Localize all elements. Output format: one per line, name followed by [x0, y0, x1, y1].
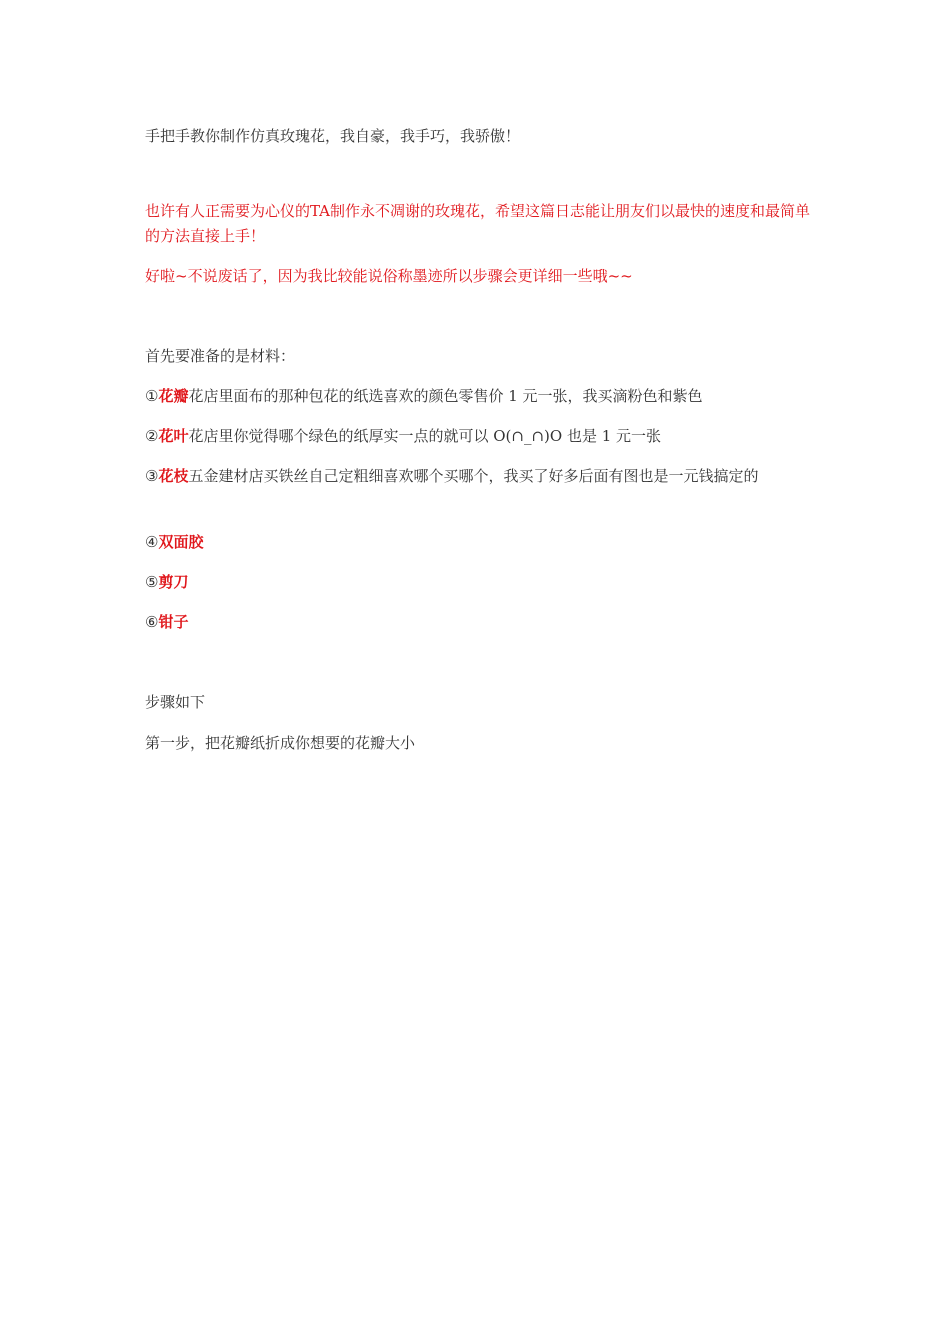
material-item [145, 384, 815, 409]
material-number: ① [145, 387, 159, 405]
material-number: ⑥ [145, 613, 159, 631]
material-item [145, 570, 815, 595]
material-name: 花瓣 [158, 387, 189, 405]
material-number: ② [145, 427, 159, 445]
material-number: ③ [145, 467, 159, 485]
material-name: 剪刀 [158, 573, 189, 591]
material-name: 花叶 [158, 427, 189, 445]
intro-paragraph: 也许有人正需要为心仪的TA制作永不凋谢的玫瑰花，希望这篇日志能让朋友们以最快的速度和最简单的方法直接上手！ [145, 202, 811, 245]
material-number: ④ [145, 533, 159, 551]
material-desc: 五金建材店买铁丝自己定粗细喜欢哪个买哪个，我买了好多后面有图也是一元钱搞定的 [188, 467, 759, 485]
material-desc: 花店里你觉得哪个绿色的纸厚实一点的就可以 O(∩_∩)O 也是 1 元一张 [188, 427, 662, 445]
material-name: 花枝 [158, 467, 189, 485]
material-number: ⑤ [145, 573, 159, 591]
intro-note: 好啦~不说废话了，因为我比较能说俗称墨迹所以步骤会更详细一些哦~~ [145, 267, 633, 285]
material-item [145, 464, 815, 489]
material-item [145, 530, 815, 555]
document-title: 手把手教你制作仿真玫瑰花，我自豪，我手巧，我骄傲！ [145, 127, 521, 145]
material-desc: 花店里面布的那种包花的纸选喜欢的颜色零售价 1 元一张，我买滴粉色和紫色 [188, 387, 703, 405]
material-name: 钳子 [158, 613, 189, 631]
steps-heading: 步骤如下 [145, 693, 206, 711]
material-item [145, 424, 815, 449]
step-1-text: 第一步，把花瓣纸折成你想要的花瓣大小 [145, 734, 416, 752]
material-item [145, 610, 815, 635]
materials-heading: 首先要准备的是材料： [145, 347, 296, 365]
material-name: 双面胶 [158, 533, 204, 551]
